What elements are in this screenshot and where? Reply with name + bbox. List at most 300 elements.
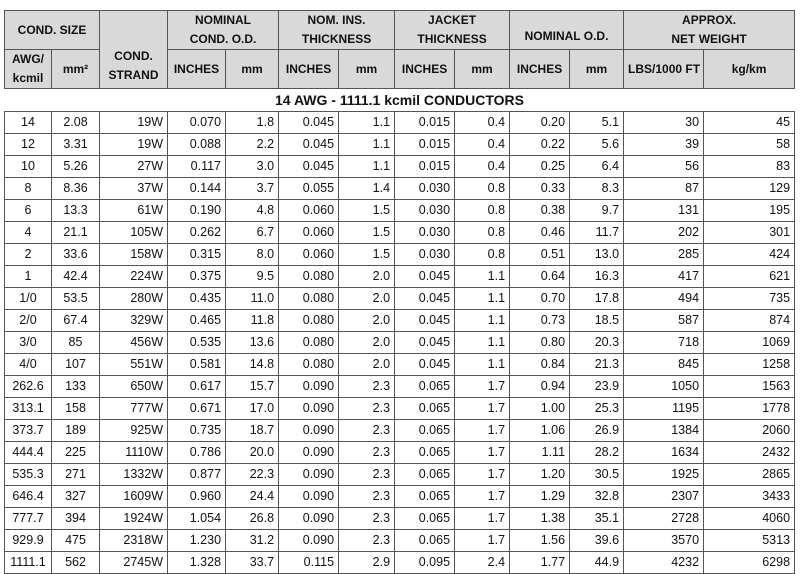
table-cell: 0.46 [510,222,570,244]
table-cell: 158W [100,244,168,266]
table-cell: 1.8 [226,112,279,134]
table-cell: 262.6 [5,376,52,398]
table-cell: 0.84 [510,354,570,376]
header-nominal-cond-od: NOMINAL COND. O.D. [168,11,279,50]
table-cell: 0.117 [168,156,226,178]
table-cell: 0.045 [395,354,455,376]
table-row [5,552,795,574]
table-row [5,486,795,508]
header-lbs-1000ft: LBS/1000 FT [624,50,704,89]
table-cell: 5313 [704,530,795,552]
table-cell: 0.045 [279,134,339,156]
table-cell: 329W [100,310,168,332]
table-cell: 2.0 [339,354,395,376]
table-cell: 2.3 [339,442,395,464]
table-cell: 0.070 [168,112,226,134]
table-cell: 4 [5,222,52,244]
table-cell: 1.5 [339,222,395,244]
table-cell: 2 [5,244,52,266]
table-cell: 24.4 [226,486,279,508]
table-cell: 6 [5,200,52,222]
table-row [5,332,795,354]
table-cell: 22.3 [226,464,279,486]
table-cell: 0.25 [510,156,570,178]
table-row [5,442,795,464]
table-cell: 0.090 [279,530,339,552]
table-cell: 33.6 [52,244,100,266]
table-cell: 83 [704,156,795,178]
table-cell: 0.64 [510,266,570,288]
table-cell: 301 [704,222,795,244]
table-cell: 9.7 [570,200,624,222]
table-cell: 0.786 [168,442,226,464]
table-cell: 1332W [100,464,168,486]
table-cell: 373.7 [5,420,52,442]
table-cell: 929.9 [5,530,52,552]
table-cell: 20.3 [570,332,624,354]
header-cond-od-inches: INCHES [168,50,226,89]
table-cell: 424 [704,244,795,266]
table-cell: 1.4 [339,178,395,200]
table-cell: 280W [100,288,168,310]
table-cell: 32.8 [570,486,624,508]
table-row [5,420,795,442]
table-cell: 2.08 [52,112,100,134]
table-cell: 0.8 [455,244,510,266]
table-cell: 39 [624,134,704,156]
table-cell: 0.33 [510,178,570,200]
table-cell: 1.20 [510,464,570,486]
table-cell: 1.7 [455,398,510,420]
table-cell: 0.8 [455,178,510,200]
table-cell: 3.7 [226,178,279,200]
table-cell: 285 [624,244,704,266]
table-cell: 2.0 [339,266,395,288]
table-cell: 3/0 [5,332,52,354]
table-cell: 0.065 [395,508,455,530]
table-cell: 189 [52,420,100,442]
table-cell: 1.06 [510,420,570,442]
table-cell: 15.7 [226,376,279,398]
table-row [5,134,795,156]
table-cell: 19W [100,134,168,156]
header-cond-od-mm: mm [226,50,279,89]
table-cell: 5.6 [570,134,624,156]
table-cell: 1.11 [510,442,570,464]
table-cell: 0.080 [279,266,339,288]
table-cell: 5.1 [570,112,624,134]
table-cell: 17.8 [570,288,624,310]
table-cell: 0.045 [395,266,455,288]
table-cell: 1111.1 [5,552,52,574]
table-cell: 56 [624,156,704,178]
section-title: 14 AWG - 1111.1 kcmil CONDUCTORS [5,89,795,112]
header-ins-mm: mm [339,50,395,89]
table-cell: 0.090 [279,464,339,486]
table-cell: 14 [5,112,52,134]
table-cell: 1.1 [339,156,395,178]
table-cell: 1110W [100,442,168,464]
table-row [5,310,795,332]
table-cell: 25.3 [570,398,624,420]
header-mm2: mm² [52,50,100,89]
table-cell: 777.7 [5,508,52,530]
table-cell: 0.080 [279,332,339,354]
table-cell: 0.671 [168,398,226,420]
table-cell: 1195 [624,398,704,420]
table-cell: 67.4 [52,310,100,332]
table-cell: 1050 [624,376,704,398]
table-cell: 1258 [704,354,795,376]
table-cell: 1.7 [455,442,510,464]
table-cell: 0.080 [279,288,339,310]
table-cell: 1.56 [510,530,570,552]
table-cell: 1924W [100,508,168,530]
table-cell: 35.1 [570,508,624,530]
table-cell: 195 [704,200,795,222]
table-cell: 18.7 [226,420,279,442]
table-cell: 0.045 [279,156,339,178]
table-cell: 925W [100,420,168,442]
table-cell: 0.030 [395,222,455,244]
table-cell: 0.065 [395,398,455,420]
table-cell: 0.262 [168,222,226,244]
table-cell: 475 [52,530,100,552]
table-cell: 777W [100,398,168,420]
table-cell: 0.190 [168,200,226,222]
table-cell: 0.80 [510,332,570,354]
table-cell: 8 [5,178,52,200]
table-row [5,266,795,288]
table-cell: 0.045 [395,288,455,310]
table-cell: 2.3 [339,508,395,530]
table-cell: 1.1 [455,310,510,332]
table-cell: 646.4 [5,486,52,508]
table-cell: 2.2 [226,134,279,156]
table-cell: 0.045 [395,310,455,332]
table-cell: 0.030 [395,178,455,200]
table-cell: 444.4 [5,442,52,464]
table-cell: 2.3 [339,464,395,486]
table-cell: 650W [100,376,168,398]
table-cell: 2060 [704,420,795,442]
table-cell: 1.7 [455,508,510,530]
table-cell: 27W [100,156,168,178]
table-cell: 0.115 [279,552,339,574]
table-cell: 1/0 [5,288,52,310]
table-cell: 224W [100,266,168,288]
table-header [5,11,795,89]
header-jacket-inches: INCHES [395,50,455,89]
table-cell: 129 [704,178,795,200]
table-cell: 9.5 [226,266,279,288]
table-cell: 1.7 [455,486,510,508]
table-cell: 1.1 [455,354,510,376]
table-row [5,222,795,244]
table-cell: 1.7 [455,420,510,442]
table-cell: 2865 [704,464,795,486]
table-cell: 17.0 [226,398,279,420]
table-cell: 0.090 [279,420,339,442]
table-cell: 2.3 [339,398,395,420]
table-cell: 1.7 [455,530,510,552]
table-cell: 845 [624,354,704,376]
table-cell: 4232 [624,552,704,574]
table-cell: 10 [5,156,52,178]
table-cell: 2318W [100,530,168,552]
header-od-mm: mm [570,50,624,89]
table-cell: 11.8 [226,310,279,332]
table-cell: 0.38 [510,200,570,222]
table-cell: 225 [52,442,100,464]
table-cell: 1609W [100,486,168,508]
table-cell: 16.3 [570,266,624,288]
table-cell: 313.1 [5,398,52,420]
table-cell: 53.5 [52,288,100,310]
table-cell: 3570 [624,530,704,552]
table-cell: 1.7 [455,376,510,398]
table-cell: 2.3 [339,486,395,508]
table-cell: 45 [704,112,795,134]
table-row [5,244,795,266]
table-cell: 0.581 [168,354,226,376]
table-cell: 1.00 [510,398,570,420]
table-cell: 1.1 [339,112,395,134]
table-cell: 0.015 [395,112,455,134]
table-cell: 158 [52,398,100,420]
table-cell: 0.060 [279,222,339,244]
table-cell: 0.090 [279,508,339,530]
table-cell: 1563 [704,376,795,398]
table-cell: 0.435 [168,288,226,310]
table-cell: 33.7 [226,552,279,574]
table-cell: 44.9 [570,552,624,574]
table-cell: 23.9 [570,376,624,398]
table-cell: 202 [624,222,704,244]
table-cell: 1.38 [510,508,570,530]
table-cell: 1384 [624,420,704,442]
table-cell: 0.090 [279,398,339,420]
table-cell: 1.5 [339,200,395,222]
table-cell: 0.735 [168,420,226,442]
table-cell: 2728 [624,508,704,530]
table-cell: 0.060 [279,200,339,222]
table-cell: 20.0 [226,442,279,464]
table-cell: 1.29 [510,486,570,508]
table-cell: 26.8 [226,508,279,530]
table-row [5,508,795,530]
table-cell: 4060 [704,508,795,530]
conductor-spec-table [4,10,795,574]
table-cell: 394 [52,508,100,530]
table-cell: 3.31 [52,134,100,156]
table-cell: 562 [52,552,100,574]
table-cell: 0.144 [168,178,226,200]
table-cell: 0.4 [455,134,510,156]
table-cell: 42.4 [52,266,100,288]
table-cell: 587 [624,310,704,332]
table-cell: 11.7 [570,222,624,244]
table-cell: 621 [704,266,795,288]
table-row [5,178,795,200]
table-row [5,112,795,134]
table-cell: 8.36 [52,178,100,200]
table-cell: 0.065 [395,376,455,398]
table-cell: 2307 [624,486,704,508]
table-cell: 58 [704,134,795,156]
table-cell: 0.030 [395,244,455,266]
table-cell: 133 [52,376,100,398]
table-row [5,354,795,376]
table-cell: 85 [52,332,100,354]
table-cell: 1 [5,266,52,288]
table-cell: 2.9 [339,552,395,574]
table-cell: 0.8 [455,200,510,222]
table-cell: 18.5 [570,310,624,332]
table-cell: 1925 [624,464,704,486]
table-cell: 13.3 [52,200,100,222]
table-cell: 13.0 [570,244,624,266]
table-cell: 4/0 [5,354,52,376]
table-cell: 0.090 [279,486,339,508]
table-cell: 0.617 [168,376,226,398]
table-cell: 0.4 [455,112,510,134]
table-cell: 0.4 [455,156,510,178]
table-cell: 271 [52,464,100,486]
header-nominal-od: NOMINAL O.D. [510,11,624,50]
table-cell: 0.51 [510,244,570,266]
table-cell: 874 [704,310,795,332]
table-cell: 0.065 [395,420,455,442]
table-cell: 718 [624,332,704,354]
header-kg-km: kg/km [704,50,795,89]
table-cell: 0.060 [279,244,339,266]
table-cell: 11.0 [226,288,279,310]
table-cell: 456W [100,332,168,354]
table-cell: 107 [52,354,100,376]
table-cell: 1.5 [339,244,395,266]
table-cell: 12 [5,134,52,156]
table-cell: 4.8 [226,200,279,222]
table-cell: 14.8 [226,354,279,376]
table-cell: 327 [52,486,100,508]
table-cell: 131 [624,200,704,222]
table-cell: 1.77 [510,552,570,574]
table-cell: 0.090 [279,442,339,464]
table-cell: 0.030 [395,200,455,222]
table-cell: 0.080 [279,310,339,332]
table-cell: 2.3 [339,420,395,442]
table-cell: 0.22 [510,134,570,156]
table-cell: 8.0 [226,244,279,266]
table-cell: 1.1 [455,266,510,288]
table-cell: 2.3 [339,530,395,552]
header-od-inches: INCHES [510,50,570,89]
table-cell: 0.960 [168,486,226,508]
table-cell: 0.465 [168,310,226,332]
table-cell: 0.055 [279,178,339,200]
table-row [5,376,795,398]
table-cell: 0.375 [168,266,226,288]
table-cell: 0.73 [510,310,570,332]
table-cell: 0.535 [168,332,226,354]
table-cell: 30 [624,112,704,134]
table-cell: 0.015 [395,134,455,156]
table-cell: 2745W [100,552,168,574]
table-cell: 13.6 [226,332,279,354]
table-cell: 0.70 [510,288,570,310]
table-cell: 1.328 [168,552,226,574]
table-cell: 2/0 [5,310,52,332]
table-cell: 0.20 [510,112,570,134]
header-ins-inches: INCHES [279,50,339,89]
table-cell: 31.2 [226,530,279,552]
table-cell: 37W [100,178,168,200]
table-cell: 87 [624,178,704,200]
table-cell: 1.1 [455,332,510,354]
table-cell: 0.8 [455,222,510,244]
table-cell: 1778 [704,398,795,420]
table-cell: 6298 [704,552,795,574]
table-cell: 3.0 [226,156,279,178]
table-cell: 2432 [704,442,795,464]
header-cond-strand: COND. STRAND [100,11,168,89]
table-cell: 6.7 [226,222,279,244]
table-row [5,156,795,178]
table-cell: 21.3 [570,354,624,376]
table-body [5,89,795,574]
table-cell: 1.7 [455,464,510,486]
table-row [5,398,795,420]
table-cell: 3433 [704,486,795,508]
table-cell: 494 [624,288,704,310]
table-row [5,530,795,552]
table-cell: 2.0 [339,310,395,332]
table-cell: 2.4 [455,552,510,574]
table-row [5,200,795,222]
table-cell: 0.088 [168,134,226,156]
table-cell: 0.315 [168,244,226,266]
table-cell: 735 [704,288,795,310]
table-cell: 21.1 [52,222,100,244]
table-cell: 2.0 [339,332,395,354]
table-row [5,288,795,310]
table-cell: 19W [100,112,168,134]
table-cell: 0.080 [279,354,339,376]
table-cell: 28.2 [570,442,624,464]
table-cell: 0.095 [395,552,455,574]
header-approx-net-weight: APPROX. NET WEIGHT [624,11,795,50]
table-cell: 1069 [704,332,795,354]
table-cell: 0.065 [395,486,455,508]
table-cell: 535.3 [5,464,52,486]
table-cell: 0.045 [395,332,455,354]
header-jacket-thickness: JACKET THICKNESS [395,11,510,50]
table-cell: 2.0 [339,288,395,310]
table-row [5,464,795,486]
table-cell: 1.1 [339,134,395,156]
table-cell: 0.065 [395,442,455,464]
header-jacket-mm: mm [455,50,510,89]
table-cell: 0.045 [279,112,339,134]
table-cell: 1634 [624,442,704,464]
header-awg-kcmil: AWG/ kcmil [5,50,52,89]
header-cond-size: COND. SIZE [5,11,100,50]
table-cell: 5.26 [52,156,100,178]
table-cell: 105W [100,222,168,244]
table-cell: 1.230 [168,530,226,552]
table-cell: 2.3 [339,376,395,398]
